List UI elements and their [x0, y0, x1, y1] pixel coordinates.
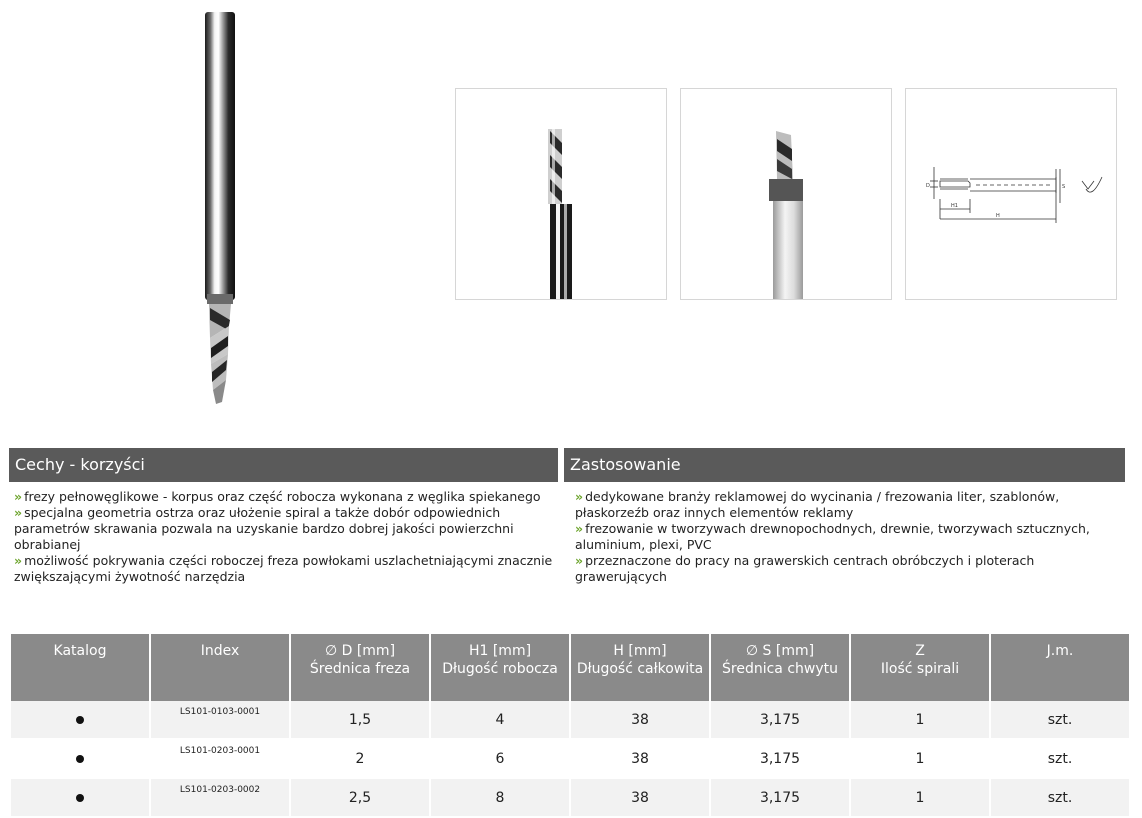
index-cell: LS101-0203-0002 — [151, 779, 289, 818]
header-working-length-label: H1 [mm] — [468, 643, 532, 659]
total-length-cell: 38 — [571, 740, 709, 779]
usage-item — [575, 489, 1115, 521]
diameter-cell: 2,5 — [291, 779, 429, 818]
diameter-cell: 1,5 — [291, 701, 429, 740]
usage-item-text: przeznaczone do pracy na grawerskich centrach obróbczych i ploterach grawerujących — [575, 553, 1035, 584]
working-length-cell: 4 — [431, 701, 569, 740]
catalog-dot-icon[interactable] — [76, 716, 84, 724]
catalog-dot-icon[interactable] — [76, 755, 84, 763]
double-chevron-icon: » — [575, 521, 582, 536]
thumbnail-photo-side[interactable] — [455, 88, 667, 300]
header-catalog-label: Katalog — [53, 643, 107, 659]
header-unit-label: J.m. — [1046, 643, 1074, 659]
double-chevron-icon: » — [14, 505, 21, 520]
features-item — [14, 505, 560, 553]
double-chevron-icon: » — [14, 553, 21, 568]
usage-item — [575, 521, 1115, 553]
working-length-cell: 6 — [431, 740, 569, 779]
usage-item — [575, 553, 1115, 585]
header-flutes-sub: Ilość spirali — [880, 661, 960, 677]
catalog-cell[interactable] — [11, 701, 149, 740]
unit-cell: szt. — [991, 701, 1129, 740]
table-row[interactable] — [11, 701, 1129, 740]
header-diameter-label: ∅ D [mm] — [324, 643, 396, 659]
catalog-cell[interactable] — [11, 740, 149, 779]
usage-list — [575, 489, 1115, 585]
header-unit[interactable] — [991, 634, 1129, 701]
shank-diameter-cell: 3,175 — [711, 701, 849, 740]
usage-item-text: frezowanie w tworzywach drewnopochodnych, drewnie, tworzywach sztucznych, aluminium, plexi, PVC — [575, 521, 1090, 552]
drawing-label-d: D — [926, 183, 930, 189]
drawing-label-s: S — [1062, 184, 1066, 190]
header-total-length-label: H [mm] — [613, 643, 667, 659]
total-length-cell: 38 — [571, 701, 709, 740]
flutes-cell: 1 — [851, 779, 989, 818]
usage-heading: Zastosowanie — [564, 448, 1125, 482]
features-heading: Cechy - korzyści — [9, 448, 558, 482]
features-item-text: specjalna geometria ostrza oraz ułożenie spiral a także dobór odpowiednich parametrów skrawania pozwala na uzyskanie bardzo dobrej jakości powierzchni obrabianej — [14, 505, 514, 552]
header-diameter[interactable] — [291, 634, 429, 701]
header-catalog[interactable] — [11, 634, 149, 701]
drawing-label-h1: H1 — [951, 203, 958, 209]
header-shank-diameter-label: ∅ S [mm] — [745, 643, 815, 659]
usage-list-container — [575, 489, 1115, 585]
working-length-cell: 8 — [431, 779, 569, 818]
diameter-cell: 2 — [291, 740, 429, 779]
features-item — [14, 553, 560, 585]
index-cell: LS101-0203-0001 — [151, 740, 289, 779]
spec-table — [9, 634, 1131, 818]
double-chevron-icon: » — [14, 489, 21, 504]
catalog-dot-icon[interactable] — [76, 794, 84, 802]
features-item-text: możliwość pokrywania części roboczej freza powłokami uszlachetniającymi znacznie zwiększającymi żywotność narzędzia — [14, 553, 553, 584]
header-index[interactable] — [151, 634, 289, 701]
header-flutes[interactable] — [851, 634, 989, 701]
header-flutes-label: Z — [915, 643, 925, 659]
header-shank-diameter[interactable] — [711, 634, 849, 701]
header-diameter-sub: Średnica freza — [309, 661, 411, 677]
catalog-cell[interactable] — [11, 779, 149, 818]
header-index-label: Index — [200, 643, 240, 659]
header-working-length[interactable] — [431, 634, 569, 701]
double-chevron-icon: » — [575, 553, 582, 568]
drawing-label-h: H — [996, 213, 1000, 219]
shank-diameter-cell: 3,175 — [711, 779, 849, 818]
header-working-length-sub: Długość robocza — [442, 661, 558, 677]
flutes-cell: 1 — [851, 701, 989, 740]
features-item — [14, 489, 560, 505]
thumbnail-technical-drawing[interactable] — [905, 88, 1117, 300]
shank-diameter-cell: 3,175 — [711, 740, 849, 779]
header-shank-diameter-sub: Średnica chwytu — [722, 661, 838, 677]
product-image-end-mill — [196, 8, 244, 408]
features-list — [14, 489, 560, 585]
spec-table-header-row — [11, 634, 1129, 701]
table-row[interactable] — [11, 740, 1129, 779]
unit-cell: szt. — [991, 779, 1129, 818]
header-total-length[interactable] — [571, 634, 709, 701]
index-cell: LS101-0103-0001 — [151, 701, 289, 740]
header-total-length-sub: Długość całkowita — [576, 661, 704, 677]
double-chevron-icon: » — [575, 489, 582, 504]
table-row[interactable] — [11, 779, 1129, 818]
features-list-container — [14, 489, 560, 585]
features-item-text: frezy pełnowęglikowe - korpus oraz część robocza wykonana z węglika spiekanego — [24, 489, 541, 504]
flutes-cell: 1 — [851, 740, 989, 779]
total-length-cell: 38 — [571, 779, 709, 818]
thumbnail-photo-closeup[interactable] — [680, 88, 892, 300]
usage-item-text: dedykowane branży reklamowej do wycinania / frezowania liter, szablonów, płaskorzeźb oraz innych elementów reklamy — [575, 489, 1060, 520]
unit-cell: szt. — [991, 740, 1129, 779]
